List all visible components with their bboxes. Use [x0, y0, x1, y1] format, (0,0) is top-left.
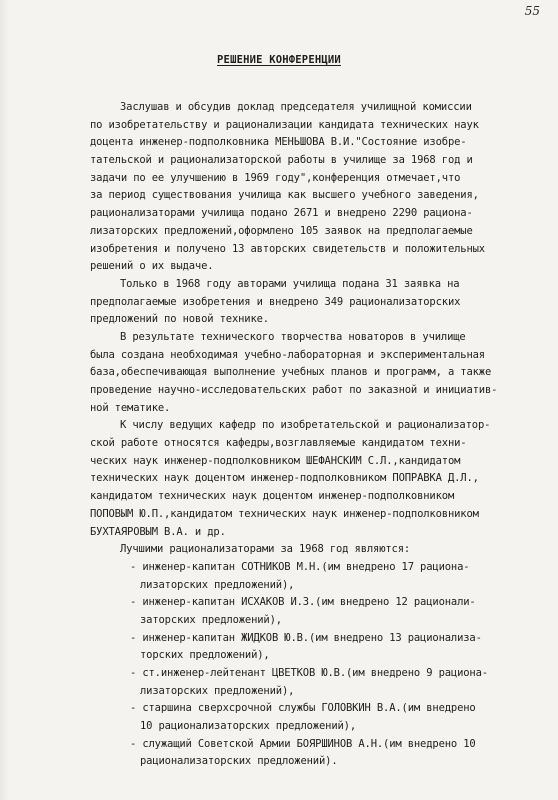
text-line: изобретения и получено 13 авторских свидетельств и положительных [90, 242, 485, 255]
text-line: Лучшими рационализаторами за 1968 год являются: [120, 543, 411, 556]
text-line: проведение научно-исследовательских работ по заказной и инициатив- [90, 384, 498, 396]
list-item-continuation: рационализаторских предложений). [140, 755, 338, 768]
list-item: - инженер-капитан ЖИДКОВ Ю.В.(им внедрено 13 рационализа- [130, 631, 482, 644]
text-line: за период существования училища как высшего учебного заведения, [90, 189, 479, 202]
text-line: К числу ведущих кафедр по изобретательской и рационализатор- [120, 419, 491, 432]
text-line: решений о их выдаче. [90, 260, 214, 273]
text-line: кандидатом технических наук доцентом инженер-подполковником [90, 490, 455, 503]
list-item: - инженер-капитан СОТНИКОВ М.Н.(им внедрено 17 рациона- [130, 560, 470, 573]
text-line: ской работе относятся кафедры,возглавляемые кандидатом техни- [90, 437, 467, 450]
text-line: доцента инженер-подполковника МЕНЬШОВА В.И."Состояние изобре- [90, 136, 467, 149]
list-item-continuation: заторских предложений), [140, 613, 282, 626]
document-body [90, 99, 535, 771]
list-item: - инженер-капитан ИСХАКОВ И.З.(им внедрено 12 рационали- [130, 596, 476, 609]
document-title-text: РЕШЕНИЕ КОНФЕРЕНЦИИ [217, 54, 341, 66]
text-line: по изобретательству и рационализации кандидата технических наук [90, 118, 479, 131]
text-line: тательской и рационализаторской работы в училище за 1968 год и [90, 154, 473, 167]
text-line: была создана необходимая учебно-лабораторная и экспериментальная [90, 348, 485, 361]
text-line: база,обеспечивающая выполнение учебных планов и программ, а также [90, 366, 492, 379]
text-line: ПОПОВЫМ Ю.П.,кандидатом технических наук инженер-подполковником [90, 507, 479, 520]
text-line: Заслушав и обсудив доклад председателя училищной комиссии [120, 101, 472, 113]
list-item: - ст.инженер-лейтенант ЦВЕТКОВ Ю.В.(им внедрено 9 рациона- [130, 667, 488, 679]
list-item-continuation: 10 рационализаторских предложений), [140, 720, 357, 733]
list-item: - старшина сверхсрочной службы ГОЛОВКИН В.А.(им внедрено [130, 702, 476, 715]
text-line: ной тематике. [90, 401, 171, 414]
list-item: - служащий Советской Армии БОЯРШИНОВ А.Н.(им внедрено 10 [130, 737, 476, 750]
text-line: лизаторских предложений,оформлено 105 заявок на предполагаемые [90, 224, 473, 237]
text-line: ческих наук инженер-подполковником ШЕФАНСКИМ С.Л.,кандидатом [90, 454, 461, 467]
text-line: Только в 1968 году авторами училища подана 31 заявка на [120, 277, 460, 290]
text-line: рационализаторами училища подано 2671 и внедрено 2290 рациона- [90, 207, 473, 220]
text-line: БУХТАЯРОВЫМ В.А. и др. [90, 525, 226, 538]
text-line: технических наук доцентом инженер-подполковником ПОПРАВКА Д.Л., [90, 472, 479, 485]
list-item-continuation: лизаторских предложений), [140, 578, 295, 591]
document-title [0, 54, 558, 66]
list-item-continuation: лизаторских предложений), [140, 684, 295, 697]
text-line: предполагаемые изобретения и внедрено 349 рационализаторских [90, 295, 461, 308]
text-line: задачи по ее улучшению в 1969 году",конференция отмечает,что [90, 171, 461, 184]
text-line: В результате технического творчества новаторов в училище [120, 330, 466, 343]
list-item-continuation: торских предложений), [140, 649, 270, 662]
text-line: предложений по новой технике. [90, 313, 269, 326]
page-number: 55 [524, 4, 540, 18]
